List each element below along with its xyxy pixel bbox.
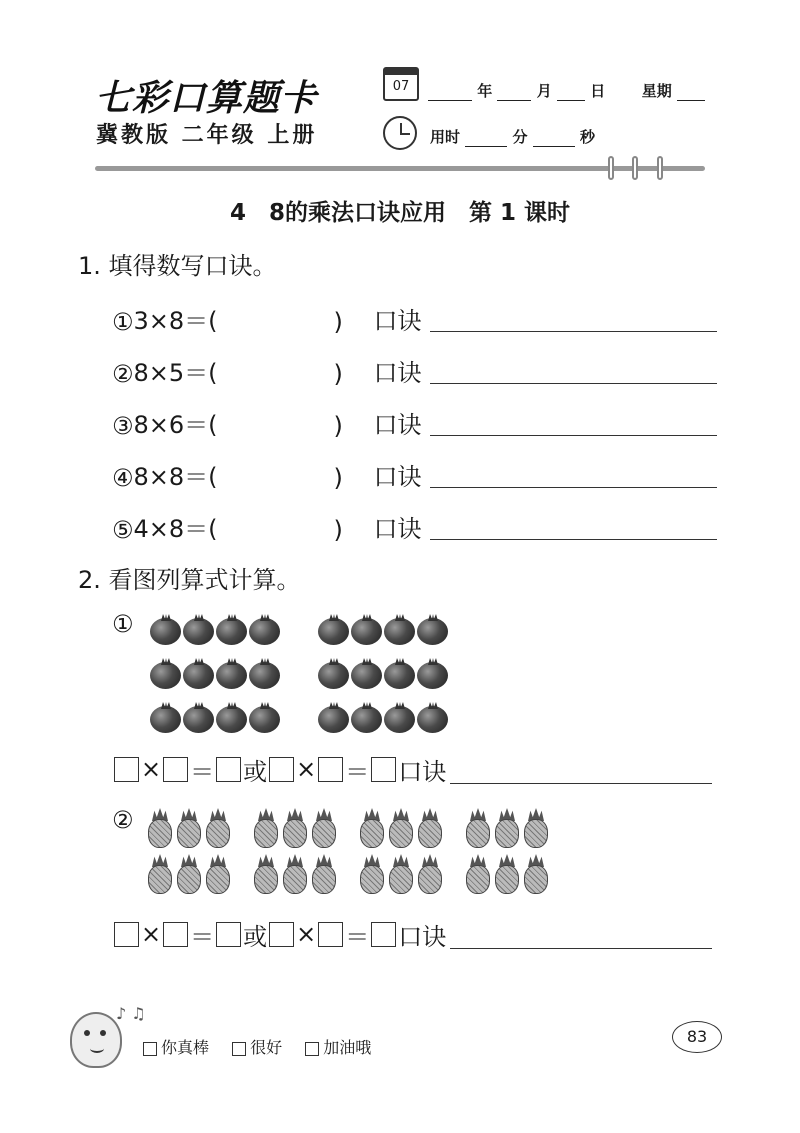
answer-box[interactable]: [318, 757, 343, 782]
pineapple-icon: [312, 854, 336, 894]
close-paren: ): [333, 412, 343, 440]
pineapple-icon: [206, 808, 230, 848]
pineapple-icon: [177, 808, 201, 848]
tomato-icon: [384, 618, 415, 645]
seconds-blank[interactable]: [533, 131, 575, 147]
time-fields: [430, 126, 595, 147]
close-paren: ): [333, 308, 343, 336]
equals-sign: ＝: [190, 922, 215, 951]
answer-box[interactable]: [216, 757, 241, 782]
tomato-icon: [183, 618, 214, 645]
tomato-icon: [417, 706, 448, 733]
weekday-blank[interactable]: [677, 85, 705, 101]
tomato-icon: [351, 662, 382, 689]
answer-box[interactable]: [318, 922, 343, 947]
pineapple-icon: [148, 808, 172, 848]
pineapple-icon: [418, 854, 442, 894]
pineapple-icon: [148, 854, 172, 894]
day-label: 日: [590, 82, 606, 100]
answer-box[interactable]: [371, 757, 396, 782]
answer-box[interactable]: [216, 922, 241, 947]
rhyme-label: 口诀: [373, 411, 422, 439]
or-label: 或: [243, 922, 268, 951]
pineapple-icon: [389, 808, 413, 848]
item-number: ③: [112, 412, 134, 440]
self-assessment: [143, 1035, 389, 1058]
answer-box[interactable]: [269, 922, 294, 947]
praise-option-keep-going[interactable]: [305, 1038, 371, 1057]
tomato-icon: [384, 706, 415, 733]
praise-label: 很好: [250, 1038, 283, 1057]
tomato-picture: [150, 614, 450, 732]
checkbox[interactable]: [143, 1042, 157, 1056]
tomato-icon: [351, 618, 382, 645]
times-sign: ×: [141, 920, 162, 948]
tomato-icon: [249, 706, 280, 733]
or-label: 或: [243, 757, 268, 786]
rhyme-label: 口诀: [373, 515, 422, 543]
times-sign: ×: [296, 920, 317, 948]
calendar-icon: [383, 67, 419, 101]
praise-label: 加油哦: [323, 1038, 372, 1057]
close-paren: ): [333, 516, 343, 544]
lesson-title: 4 8的乘法口诀应用 第 1 课时: [229, 200, 571, 226]
answer-box[interactable]: [269, 757, 294, 782]
rhyme-answer-line[interactable]: [450, 754, 712, 784]
pineapple-icon: [389, 854, 413, 894]
tomato-icon: [183, 706, 214, 733]
rhyme-label: 口诀: [373, 463, 422, 491]
clock-icon: [383, 116, 417, 150]
tomato-icon: [417, 618, 448, 645]
time-used-label: 用时: [430, 128, 461, 146]
calc-row-2: [112, 917, 712, 951]
checkbox[interactable]: [305, 1042, 319, 1056]
calendar-day: 07: [392, 79, 410, 94]
question-2-heading: 2. 看图列算式计算。: [78, 566, 301, 594]
expression: 3×8＝(: [133, 307, 218, 335]
pineapple-icon: [360, 854, 384, 894]
tomato-icon: [216, 706, 247, 733]
equals-sign: ＝: [345, 757, 370, 786]
day-blank[interactable]: [557, 85, 585, 101]
close-paren: ): [333, 360, 343, 388]
rhyme-answer-line[interactable]: [430, 458, 717, 488]
q1-item-5: [112, 504, 717, 544]
brand-logo: 七彩口算题卡: [95, 78, 318, 119]
equals-sign: ＝: [345, 922, 370, 951]
tomato-icon: [216, 662, 247, 689]
equals-sign: ＝: [190, 757, 215, 786]
pineapple-icon: [524, 808, 548, 848]
expression: 4×8＝(: [133, 515, 218, 543]
praise-option-great[interactable]: [143, 1038, 209, 1057]
tomato-icon: [417, 662, 448, 689]
tomato-icon: [249, 618, 280, 645]
rhyme-answer-line[interactable]: [450, 919, 712, 949]
tomato-icon: [318, 618, 349, 645]
pineapple-icon: [312, 808, 336, 848]
expression: 8×5＝(: [133, 359, 218, 387]
item-number: ④: [112, 464, 134, 492]
answer-box[interactable]: [114, 757, 139, 782]
rhyme-label: 口诀: [373, 307, 422, 335]
music-notes-icon: ♪ ♫: [116, 1004, 146, 1023]
pineapple-icon: [466, 854, 490, 894]
rhyme-label: 口诀: [398, 757, 447, 786]
q1-item-4: [112, 452, 717, 492]
rhyme-label: 口诀: [373, 359, 422, 387]
month-blank[interactable]: [497, 85, 531, 101]
rhyme-answer-line[interactable]: [430, 354, 717, 384]
rhyme-answer-line[interactable]: [430, 510, 717, 540]
pineapple-icon: [254, 854, 278, 894]
tomato-icon: [249, 662, 280, 689]
year-label: 年: [477, 82, 493, 100]
binder-ring-icon: [657, 156, 663, 180]
pineapple-icon: [495, 854, 519, 894]
question-1-heading: 1. 填得数写口诀。: [78, 252, 277, 280]
seconds-label: 秒: [579, 128, 595, 146]
tomato-icon: [351, 706, 382, 733]
mascot-icon: [70, 1012, 122, 1068]
pineapple-icon: [283, 808, 307, 848]
tomato-icon: [183, 662, 214, 689]
sub-question-2-number: ②: [112, 806, 134, 834]
pineapple-icon: [360, 808, 384, 848]
pineapple-icon: [206, 854, 230, 894]
binder-ring-icon: [608, 156, 614, 180]
rhyme-label: 口诀: [398, 922, 447, 951]
minutes-label: 分: [512, 128, 528, 146]
pineapple-picture: [148, 808, 558, 898]
tomato-icon: [384, 662, 415, 689]
checkbox[interactable]: [232, 1042, 246, 1056]
tomato-icon: [150, 662, 181, 689]
praise-option-good[interactable]: [232, 1038, 282, 1057]
tomato-icon: [150, 618, 181, 645]
answer-box[interactable]: [163, 922, 188, 947]
item-number: ①: [112, 308, 134, 336]
pineapple-icon: [177, 854, 201, 894]
year-blank[interactable]: [428, 85, 472, 101]
pineapple-icon: [495, 808, 519, 848]
answer-box[interactable]: [114, 922, 139, 947]
q1-item-2: [112, 348, 717, 388]
edition-label: 冀教版 二年级 上册: [96, 123, 318, 148]
calc-row-1: [112, 752, 712, 786]
sub-question-1-number: ①: [112, 610, 134, 638]
times-sign: ×: [141, 755, 162, 783]
close-paren: ): [333, 464, 343, 492]
rhyme-answer-line[interactable]: [430, 302, 717, 332]
answer-box[interactable]: [163, 757, 188, 782]
expression: 8×6＝(: [133, 411, 218, 439]
q1-item-1: [112, 296, 717, 336]
tomato-icon: [318, 662, 349, 689]
tomato-icon: [150, 706, 181, 733]
pineapple-icon: [254, 808, 278, 848]
item-number: ⑤: [112, 516, 134, 544]
date-fields: [428, 80, 705, 101]
expression: 8×8＝(: [133, 463, 218, 491]
praise-label: 你真棒: [161, 1038, 210, 1057]
month-label: 月: [536, 82, 552, 100]
pineapple-icon: [418, 808, 442, 848]
binder-ring-icon: [632, 156, 638, 180]
pineapple-icon: [524, 854, 548, 894]
rhyme-answer-line[interactable]: [430, 406, 717, 436]
tomato-icon: [216, 618, 247, 645]
minutes-blank[interactable]: [465, 131, 507, 147]
pineapple-icon: [283, 854, 307, 894]
tomato-icon: [318, 706, 349, 733]
pineapple-icon: [466, 808, 490, 848]
q1-item-3: [112, 400, 717, 440]
answer-box[interactable]: [371, 922, 396, 947]
page-number: 83: [672, 1021, 722, 1053]
times-sign: ×: [296, 755, 317, 783]
weekday-label: 星期: [641, 82, 672, 100]
item-number: ②: [112, 360, 134, 388]
